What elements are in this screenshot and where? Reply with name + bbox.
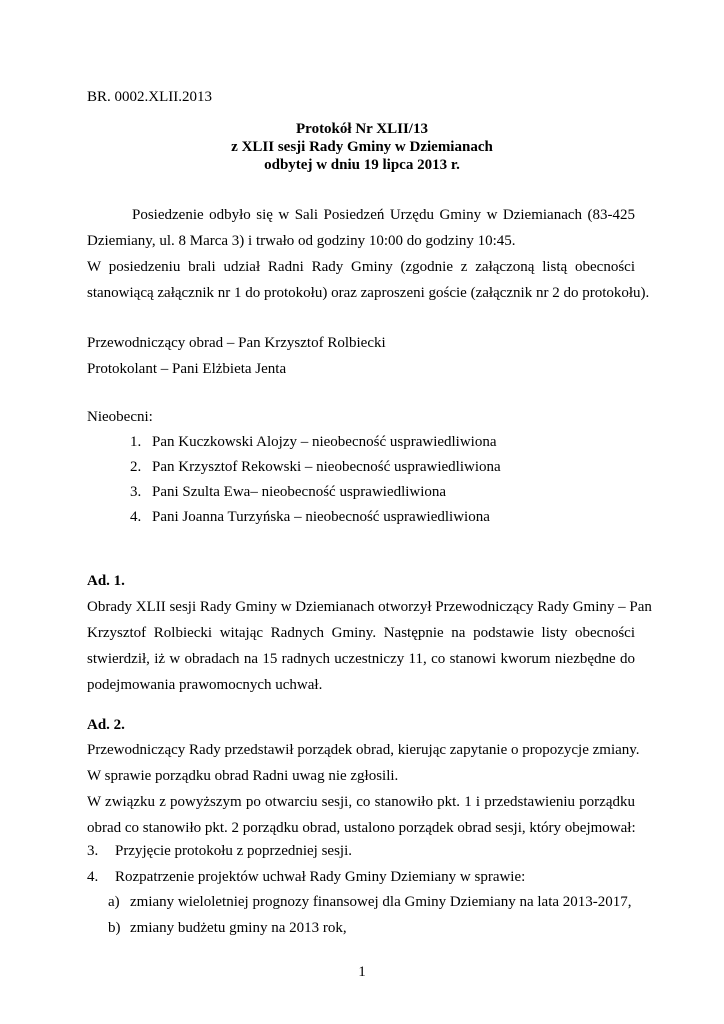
agenda-subitem xyxy=(108,919,347,937)
ad2-line-1: Przewodniczący Rady przedstawił porządek obrad, kierując zapytanie o propozycje zmiany. xyxy=(87,742,640,758)
absent-item xyxy=(130,483,446,501)
agenda-item-number: 4. xyxy=(87,869,99,885)
page-number: 1 xyxy=(358,964,366,980)
absent-item-number: 1. xyxy=(130,434,142,450)
absent-item-text: Pani Joanna Turzyńska – nieobecność usprawiedliwiona xyxy=(152,509,490,525)
ad1-line-2: Krzysztof Rolbiecki witając Radnych Gminy. Następnie na podstawie listy obecności xyxy=(87,625,635,641)
absent-item-number: 3. xyxy=(130,484,142,500)
absent-item xyxy=(130,458,501,476)
intro-line-1: Posiedzenie odbyło się w Sali Posiedzeń Urzędu Gminy w Dziemianach (83-425 xyxy=(132,207,635,223)
absent-label: Nieobecni: xyxy=(87,409,153,425)
absent-item-text: Pan Kuczkowski Alojzy – nieobecność usprawiedliwiona xyxy=(152,434,497,450)
ad1-heading: Ad. 1. xyxy=(87,573,125,589)
ad2-line-4: obrad co stanowiło pkt. 2 porządku obrad, ustalono porządek obrad sesji, który obejmował: xyxy=(87,820,636,836)
intro-line-4: stanowiącą załącznik nr 1 do protokołu) oraz zaproszeni goście (załącznik nr 2 do protokołu). xyxy=(87,285,650,301)
document-title xyxy=(0,120,724,174)
agenda-item xyxy=(87,868,525,886)
agenda-item-number: 3. xyxy=(87,843,99,859)
ad1-paragraph xyxy=(87,594,652,698)
agenda-subitem xyxy=(108,893,632,911)
agenda-item-text: Rozpatrzenie projektów uchwał Rady Gminy Dziemiany w sprawie: xyxy=(115,869,526,885)
absent-item xyxy=(130,433,497,451)
title-line-1: Protokół Nr XLII/13 xyxy=(296,121,428,137)
agenda-subitem-letter: a) xyxy=(108,894,120,910)
agenda-item-text: Przyjęcie protokołu z poprzedniej sesji. xyxy=(115,843,353,859)
document-reference: BR. 0002.XLII.2013 xyxy=(87,89,212,105)
ad2-paragraph xyxy=(87,737,640,841)
absent-item-text: Pan Krzysztof Rekowski – nieobecność usprawiedliwiona xyxy=(152,459,501,475)
recorder-line: Protokolant – Pani Elżbieta Jenta xyxy=(87,361,287,377)
intro-paragraph xyxy=(87,202,650,306)
ad2-line-2: W sprawie porządku obrad Radni uwag nie zgłosili. xyxy=(87,768,399,784)
absent-item-number: 4. xyxy=(130,509,142,525)
absent-label-block xyxy=(87,404,635,430)
absent-item xyxy=(130,508,490,526)
absent-item-number: 2. xyxy=(130,459,142,475)
ad1-line-1: Obrady XLII sesji Rady Gminy w Dziemianach otworzył Przewodniczący Rady Gminy – Pan xyxy=(87,599,652,615)
title-line-3: odbytej w dniu 19 lipca 2013 r. xyxy=(264,157,460,173)
agenda-subitem-text: zmiany wieloletniej prognozy finansowej dla Gminy Dziemiany na lata 2013-2017, xyxy=(130,894,632,910)
chair-line: Przewodniczący obrad – Pan Krzysztof Rolbiecki xyxy=(87,335,386,351)
intro-line-2: Dziemiany, ul. 8 Marca 3) i trwało od godziny 10:00 do godziny 10:45. xyxy=(87,233,516,249)
ad1-line-3: stwierdził, iż w obradach na 15 radnych uczestniczy 11, co stanowi kworum niezbędne do xyxy=(87,651,635,667)
ad2-heading: Ad. 2. xyxy=(87,717,125,733)
agenda-subitem-text: zmiany budżetu gminy na 2013 rok, xyxy=(130,920,347,936)
agenda-item xyxy=(87,842,352,860)
absent-item-text: Pani Szulta Ewa– nieobecność usprawiedliwiona xyxy=(152,484,447,500)
agenda-subitem-letter: b) xyxy=(108,920,121,936)
ad2-line-3: W związku z powyższym po otwarciu sesji, co stanowiło pkt. 1 i przedstawieniu porządku xyxy=(87,794,635,810)
ad1-line-4: podejmowania prawomocnych uchwał. xyxy=(87,677,323,693)
intro-line-3: W posiedzeniu brali udział Radni Rady Gminy (zgodnie z załączoną listą obecności xyxy=(87,259,635,275)
officials-block xyxy=(87,330,635,382)
title-line-2: z XLII sesji Rady Gminy w Dziemianach xyxy=(231,139,493,155)
